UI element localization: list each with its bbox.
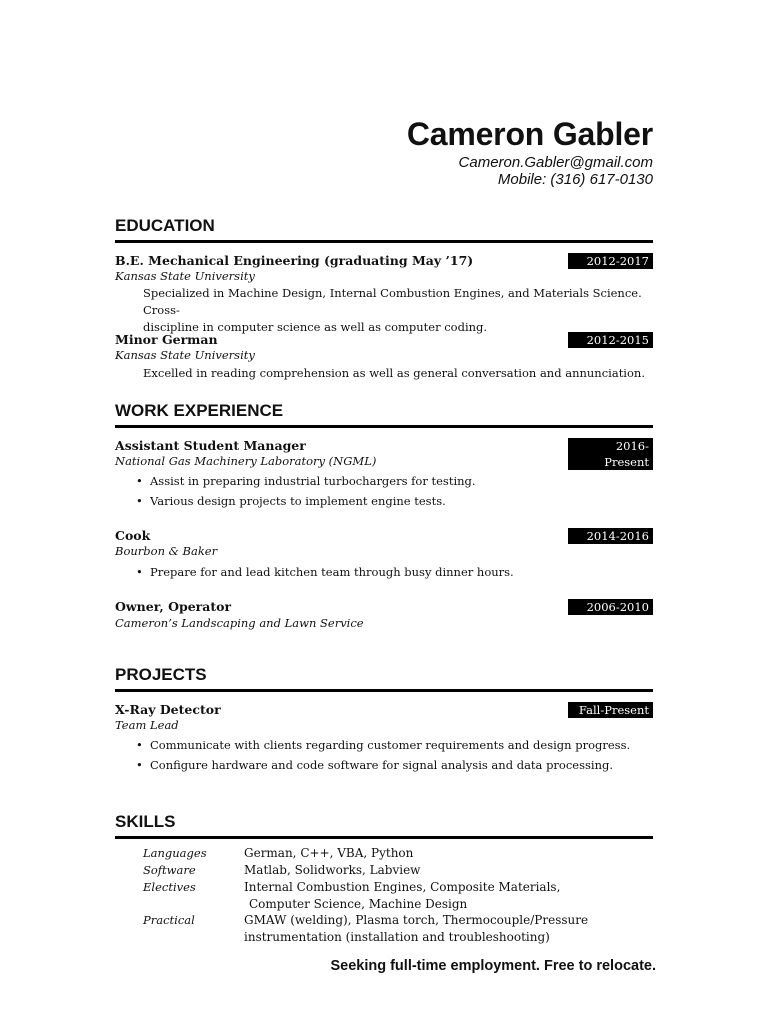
bullet-item [136,737,630,753]
skill-value-line: Internal Combustion Engines, Composite Materials, [244,880,561,894]
availability-statement: Seeking full-time employment. Free to relocate. [330,958,656,974]
description-line: Specialized in Machine Design, Internal Combustion Engines, and Materials Science. Cross- [143,286,642,317]
skill-values [244,879,664,912]
entry-title: Minor German [115,332,218,347]
description-line: Excelled in reading comprehension as well as general conversation and annunciation. [143,366,645,380]
entry-description [143,285,655,336]
entry-organization: Team Lead [115,718,179,732]
project-entry-1 [115,701,653,719]
skill-value-line: Matlab, Solidworks, Labview [244,863,421,877]
entry-title: B.E. Mechanical Engineering (graduating May ’17) [115,253,474,268]
bullet-text: Various design projects to implement engine tests. [150,494,446,508]
bullet-icon: • [136,565,143,579]
skill-values [244,845,664,862]
section-heading-projects: PROJECTS [115,665,653,692]
skill-value-line: German, C++, VBA, Python [244,846,414,860]
mobile-number: Mobile: (316) 617-0130 [497,171,653,188]
entry-title: Owner, Operator [115,599,232,614]
bullet-icon: • [136,474,143,488]
section-heading-work-experience: WORK EXPERIENCE [115,401,653,428]
date-badge: 2014-2016 [568,528,653,544]
bullet-text: Assist in preparing industrial turbochargers for testing. [150,474,476,488]
date-badge: 2012-2015 [568,332,653,348]
bullet-text: Configure hardware and code software for signal analysis and data processing. [150,758,613,772]
bullet-text: Prepare for and lead kitchen team through busy dinner hours. [150,565,514,579]
date-badge: 2016-Present [568,438,653,470]
candidate-name: Cameron Gabler [406,116,653,152]
section-heading-education: EDUCATION [115,216,653,243]
description-line: discipline in computer science as well as computer coding. [143,320,488,334]
date-badge: Fall-Present [568,702,653,718]
bullet-item [136,473,476,489]
bullet-text: Communicate with clients regarding customer requirements and design progress. [150,738,631,752]
section-heading-skills: SKILLS [115,812,653,839]
entry-title: X-Ray Detector [115,702,221,717]
skill-category: Electives [143,880,196,894]
entry-title: Assistant Student Manager [115,438,306,453]
email-address[interactable]: Cameron.Gabler@gmail.com [458,154,653,171]
bullet-item [136,493,446,509]
skill-values [244,912,664,945]
skill-value-line: GMAW (welding), Plasma torch, Thermocouple/Pressure [244,913,589,927]
bullet-item [136,757,613,773]
entry-organization: Bourbon & Baker [115,544,218,558]
bullet-item [136,564,514,580]
bullet-icon: • [136,494,143,508]
work-entry-3 [115,598,653,616]
entry-organization: National Gas Machinery Laboratory (NGML) [115,454,377,468]
skill-value-line: instrumentation (installation and troubleshooting) [244,929,550,944]
entry-organization: Kansas State University [115,269,255,283]
date-badge: 2006-2010 [568,599,653,615]
bullet-icon: • [136,738,143,752]
entry-organization: Kansas State University [115,348,255,362]
skill-category: Languages [143,846,207,860]
skill-category: Software [143,863,196,877]
entry-organization: Cameron’s Landscaping and Lawn Service [115,616,364,630]
skill-category: Practical [143,913,195,927]
skill-value-line: Computer Science, Machine Design [249,896,468,911]
date-badge: 2012-2017 [568,253,653,269]
entry-title: Cook [115,528,151,543]
entry-description [143,365,655,382]
resume-header [407,114,653,188]
bullet-icon: • [136,758,143,772]
skill-values [244,862,664,879]
